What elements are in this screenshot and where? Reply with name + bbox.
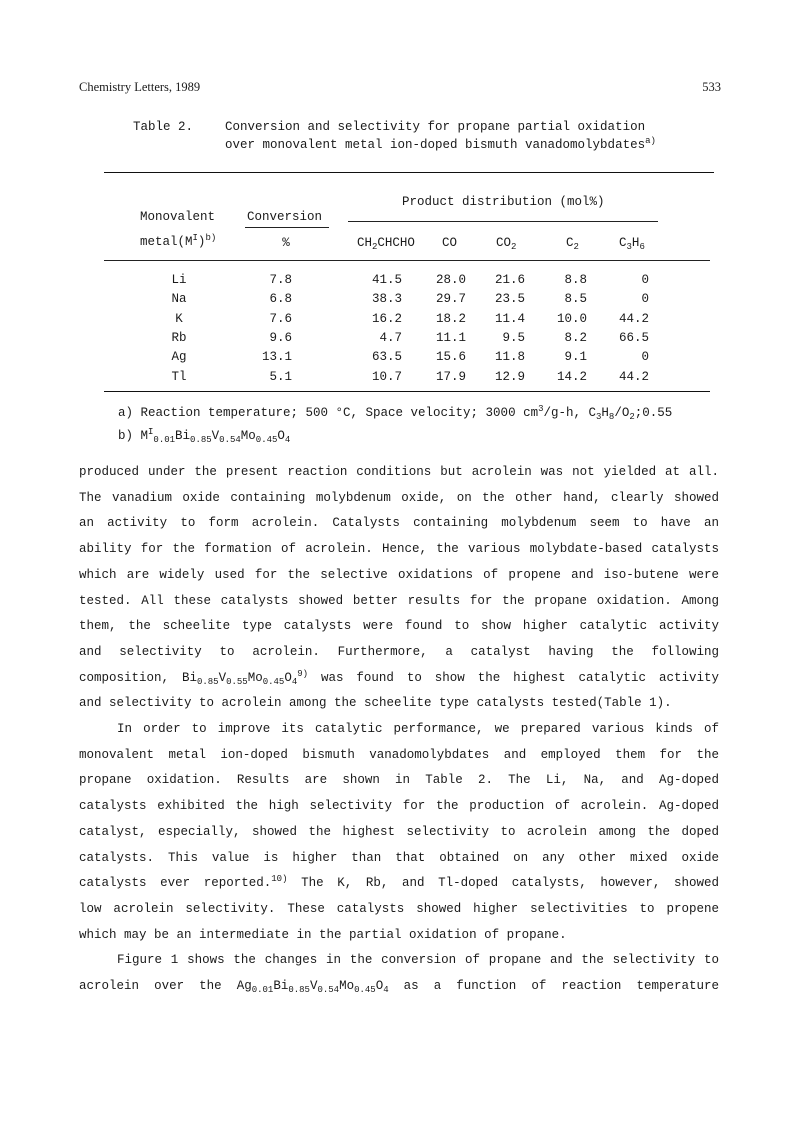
cell-metal: Ag bbox=[171, 350, 187, 365]
text-line: low acrolein selectivity. These catalysts showed higher selectivities to propene bbox=[79, 901, 719, 916]
conversion-header: Conversion bbox=[247, 210, 323, 224]
text-line: propane oxidation. Results are shown in Table 2. The Li, Na, and Ag-doped bbox=[79, 773, 719, 788]
text-line: an activity to form acrolein. Catalysts containing molybdenum seem to have an bbox=[79, 516, 719, 531]
caption-line-1: Conversion and selectivity for propane partial oxidation bbox=[225, 120, 646, 134]
cell-acrolein: 10.7 bbox=[371, 369, 402, 384]
c2-column-header: $C_2$ bbox=[566, 236, 579, 252]
cell-co: 17.9 bbox=[435, 369, 466, 384]
cell-co: 15.6 bbox=[435, 350, 466, 365]
journal-name: Chemistry Letters, 1989 bbox=[79, 80, 201, 94]
cell-c3h6: 0 bbox=[641, 292, 649, 307]
text-line-formula: composition, $Bi_{0.85}V_{0.55}Mo_{0.45}O_4^{9)}$ was found to show the highest catalytic activity bbox=[79, 668, 719, 687]
cell-metal: Tl bbox=[171, 369, 187, 384]
cell-co2: 21.6 bbox=[494, 273, 525, 287]
cell-conversion: 7.6 bbox=[269, 311, 292, 326]
cell-metal: Rb bbox=[171, 330, 187, 345]
text-line: which may be an intermediate in the partial oxidation of propane. bbox=[79, 927, 567, 942]
cell-c3h6: 0 bbox=[641, 350, 649, 365]
cell-conversion: 9.6 bbox=[269, 330, 292, 345]
metal-header: $metal(M^I)^{b)}$ bbox=[140, 233, 217, 249]
cell-c3h6: 44.2 bbox=[618, 311, 649, 326]
co-column-header: CO bbox=[442, 236, 458, 250]
citation-ref: 10) bbox=[271, 874, 288, 885]
cell-c2: 8.8 bbox=[564, 273, 587, 287]
table-bottom-rule bbox=[104, 391, 710, 392]
cell-c2: 9.1 bbox=[564, 350, 587, 365]
text-line: ability for the formation of acrolein. Hence, the various molybdate-based catalysts bbox=[79, 542, 719, 557]
cell-co2: 9.5 bbox=[502, 330, 525, 345]
page-header bbox=[79, 80, 721, 96]
cell-co2: 11.4 bbox=[494, 311, 525, 326]
cell-acrolein: 38.3 bbox=[371, 292, 402, 307]
table-top-rule bbox=[104, 172, 714, 173]
cell-c2: 8.5 bbox=[564, 292, 587, 307]
text-line: and selectivity to acrolein among the scheelite type catalysts tested(Table 1). bbox=[79, 696, 672, 711]
text-line: The vanadium oxide containing molybdenum oxide, on the other hand, clearly showed bbox=[79, 490, 719, 505]
caption-line-2: over monovalent metal ion-doped bismuth vanadomolybdates$^{a)}$ bbox=[225, 136, 656, 152]
cell-c3h6: 0 bbox=[641, 273, 649, 287]
text-line: catalysts. This value is higher than that obtained on any other mixed oxide bbox=[79, 850, 719, 865]
monovalent-header: Monovalent bbox=[140, 210, 216, 224]
citation-ref: 9) bbox=[297, 668, 309, 679]
cell-co2: 23.5 bbox=[494, 292, 525, 307]
text-line: In order to improve its catalytic performance, we prepared various kinds of bbox=[117, 722, 719, 736]
table-label: Table 2. bbox=[133, 120, 194, 134]
cell-co2: 12.9 bbox=[494, 369, 525, 384]
cell-acrolein: 16.2 bbox=[371, 311, 402, 326]
cell-c2: 10.0 bbox=[556, 311, 587, 326]
acrolein-column-header: $CH_2CHCHO$ bbox=[357, 236, 415, 252]
text-line: Figure 1 shows the changes in the conversion of propane and the selectivity to bbox=[117, 953, 719, 968]
cell-conversion: 13.1 bbox=[261, 350, 292, 365]
cell-co: 29.7 bbox=[435, 292, 466, 307]
text-line-formula: acrolein over the $Ag_{0.01}Bi_{0.85}V_{0.54}Mo_{0.45}O_4$ as a function of reaction temperature bbox=[79, 979, 719, 995]
cell-co2: 11.8 bbox=[494, 350, 525, 365]
cell-co: 11.1 bbox=[435, 330, 466, 345]
cell-conversion: 6.8 bbox=[269, 292, 292, 307]
text-line: produced under the present reaction conditions but acrolein was not yielded at all. bbox=[79, 465, 719, 479]
table-footnote-a: a) Reaction temperature; 500 °C, Space velocity; 3000 $cm^3/g-h$, $C_3H_8/O_2;0.55$ bbox=[118, 404, 673, 422]
cell-metal: Na bbox=[171, 292, 187, 307]
conversion-underline bbox=[245, 227, 329, 228]
text-line: them, the scheelite type catalysts were found to show higher catalytic activity bbox=[79, 619, 719, 634]
cell-acrolein: 4.7 bbox=[379, 330, 402, 345]
table-footnote-b: b) $M^I_{0.01}Bi_{0.85}V_{0.54}Mo_{0.45}O_4$ bbox=[118, 427, 291, 445]
cell-conversion: 7.8 bbox=[269, 273, 292, 287]
cell-c3h6: 66.5 bbox=[618, 330, 649, 345]
cell-co: 18.2 bbox=[435, 311, 466, 326]
conversion-unit-header: % bbox=[282, 236, 290, 250]
text-line: which are widely used for the selective oxidations of propene and iso-butene were bbox=[79, 567, 719, 582]
cell-co: 28.0 bbox=[435, 273, 466, 287]
text-line: and selectivity to acrolein. Furthermore, a catalyst having the following bbox=[79, 644, 719, 659]
cell-c2: 14.2 bbox=[556, 369, 587, 384]
page-number: 533 bbox=[702, 80, 721, 94]
c3h6-column-header: $C_3H_6$ bbox=[619, 236, 645, 252]
text-line: tested. All these catalysts showed better results for the propane oxidation. Among bbox=[79, 593, 719, 608]
cell-c3h6: 44.2 bbox=[618, 369, 649, 384]
product-group-rule bbox=[348, 221, 658, 222]
header-bottom-rule bbox=[104, 260, 710, 261]
co2-column-header: $CO_2$ bbox=[496, 236, 517, 252]
cell-metal: K bbox=[175, 311, 183, 326]
cell-acrolein: 41.5 bbox=[371, 273, 402, 287]
text-line: catalyst, especially, showed the highest selectivity to acrolein among the doped bbox=[79, 824, 719, 839]
cell-metal: Li bbox=[171, 273, 187, 287]
text-line: monovalent metal ion-doped bismuth vanadomolybdates and employed them for the bbox=[79, 747, 719, 762]
cell-acrolein: 63.5 bbox=[371, 350, 402, 365]
text-line-citation: catalysts ever reported.$^{10)}$ The K, Rb, and Tl-doped catalysts, however, showed bbox=[79, 874, 720, 891]
caption-footnote-mark: a) bbox=[645, 136, 656, 146]
product-distribution-header: Product distribution (mol%) bbox=[402, 195, 605, 209]
cell-c2: 8.2 bbox=[564, 330, 587, 345]
text-line: catalysts exhibited the high selectivity for the production of acrolein. Ag-doped bbox=[79, 799, 719, 814]
cell-conversion: 5.1 bbox=[269, 369, 292, 384]
